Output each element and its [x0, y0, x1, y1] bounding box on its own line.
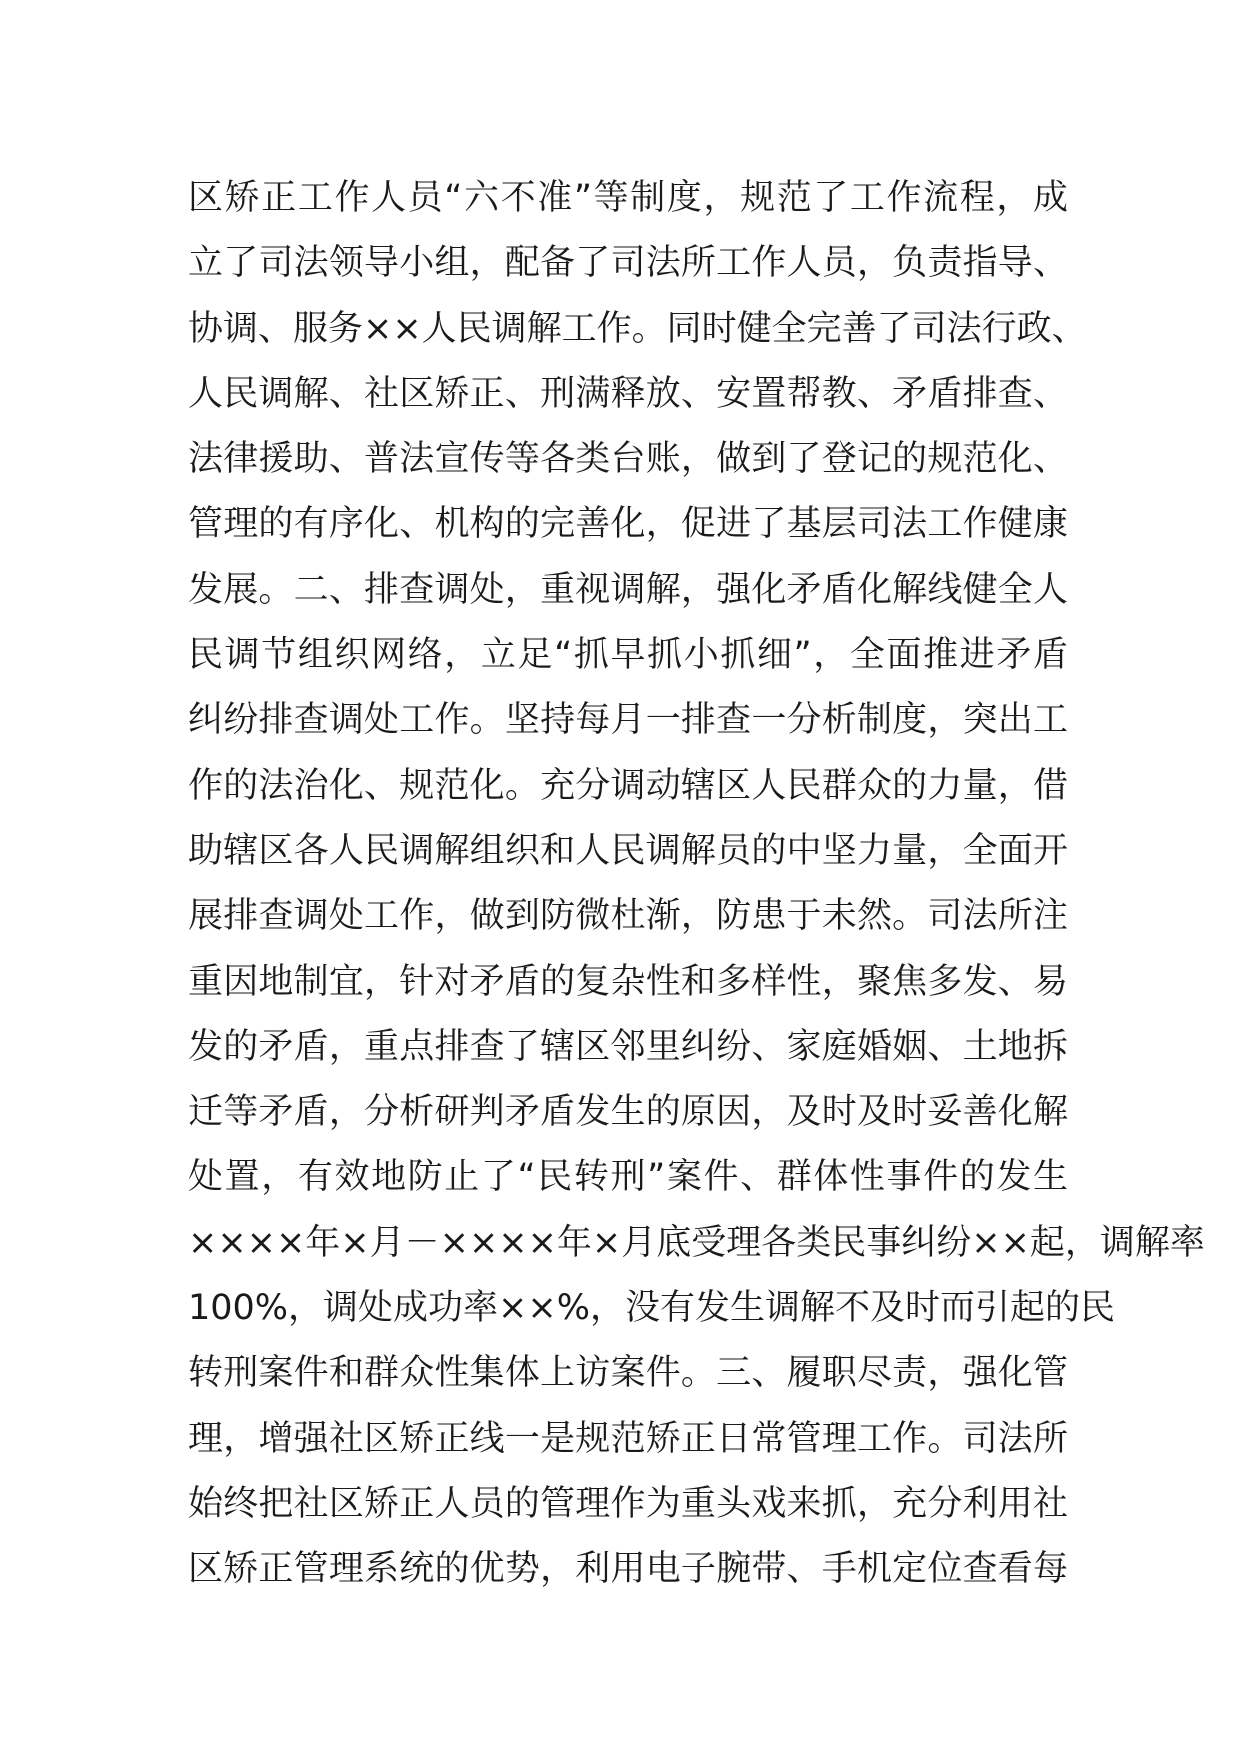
- text-line: 处置，有效地防止了“民转刑”案件、群体性事件的发生: [188, 1157, 1068, 1198]
- text-line: 展排查调处工作，做到防微杜渐，防患于未然。司法所注: [188, 896, 1068, 937]
- text-line: 区矫正工作人员“六不准”等制度，规范了工作流程，成: [188, 178, 1068, 218]
- text-line: 纠纷排查调处工作。坚持每月一排查一分析制度，突出工: [188, 700, 1068, 741]
- text-line: 人民调解、社区矫正、刑满释放、安置帮教、矛盾排查、: [188, 373, 1068, 414]
- text-line: 重因地制宜，针对矛盾的复杂性和多样性，聚焦多发、易: [188, 961, 1068, 1002]
- text-line: 发的矛盾，重点排查了辖区邻里纠纷、家庭婚姻、土地拆: [188, 1026, 1068, 1067]
- text-line: 管理的有序化、机构的完善化，促进了基层司法工作健康: [188, 504, 1068, 545]
- text-line: 100%，调处成功率××%，没有发生调解不及时而引起的民: [188, 1288, 1115, 1329]
- text-line: 转刑案件和群众性集体上访案件。三、履职尽责，强化管: [188, 1353, 1068, 1394]
- text-line: 民调节组织网络，立足“抓早抓小抓细”，全面推进矛盾: [188, 635, 1068, 676]
- text-line: 始终把社区矫正人员的管理作为重头戏来抓，充分利用社: [188, 1483, 1068, 1524]
- text-line: 协调、服务××人民调解工作。同时健全完善了司法行政、: [188, 308, 1087, 349]
- text-line: 迁等矛盾，分析研判矛盾发生的原因，及时及时妥善化解: [188, 1092, 1068, 1133]
- text-line: 理，增强社区矫正线一是规范矫正日常管理工作。司法所: [188, 1418, 1068, 1459]
- text-line: 作的法治化、规范化。充分调动辖区人民群众的力量，借: [188, 765, 1068, 806]
- text-line: ××××年×月－××××年×月底受理各类民事纠纷××起，调解率: [188, 1222, 1205, 1263]
- text-line: 区矫正管理系统的优势，利用电子腕带、手机定位查看每: [188, 1549, 1068, 1590]
- text-line: 立了司法领导小组，配备了司法所工作人员，负责指导、: [188, 243, 1068, 284]
- text-line: 法律援助、普法宣传等各类台账，做到了登记的规范化、: [188, 439, 1068, 480]
- text-line: 发展。二、排查调处，重视调解，强化矛盾化解线健全人: [188, 569, 1068, 610]
- text-line: 助辖区各人民调解组织和人民调解员的中坚力量，全面开: [188, 830, 1068, 871]
- body-text: [188, 166, 1205, 1603]
